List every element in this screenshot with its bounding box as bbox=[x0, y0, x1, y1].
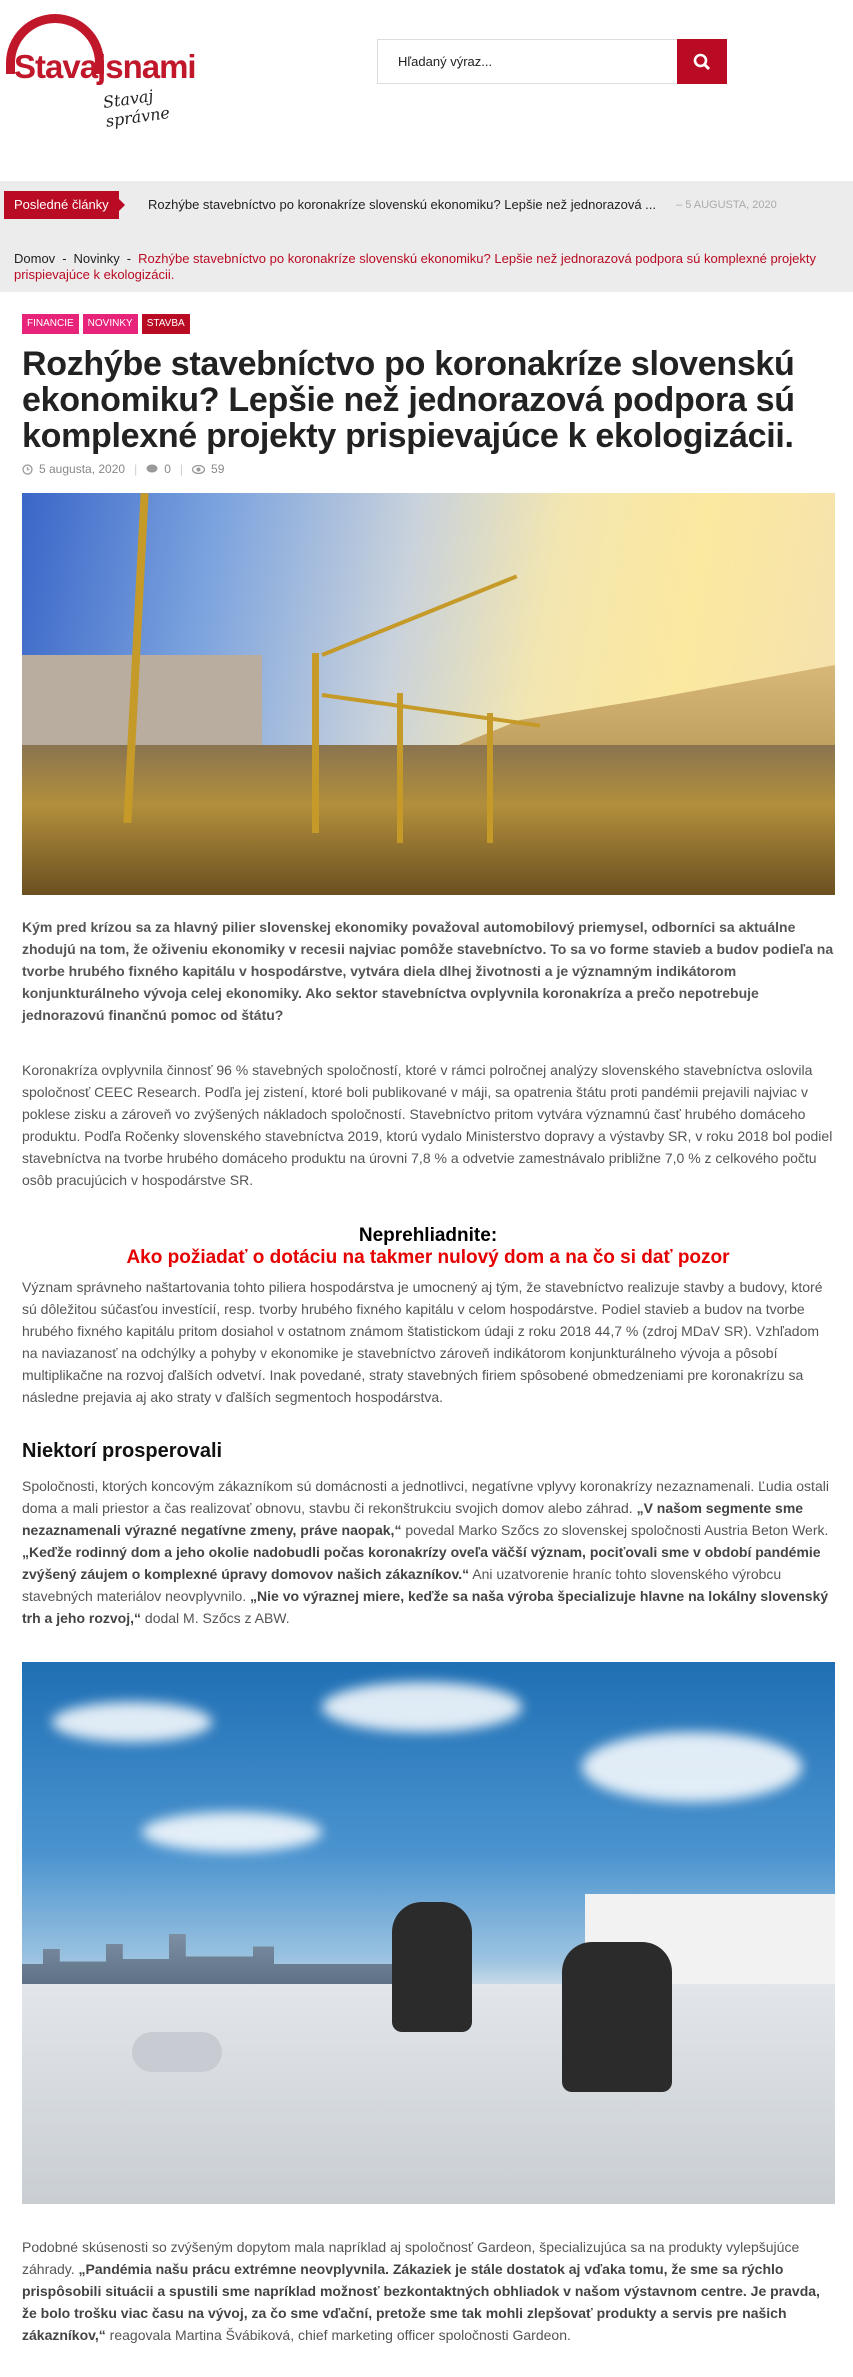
article-lead: Kým pred krízou sa za hlavný pilier slovenskej ekonomiky považoval automobilový priemysel, odborníci sa aktuálne zhodujú na tom, že oživeniu ekonomiky v recesii najviac pomôže stavebníctvo. To sa vo forme stavieb a budov podieľa na tvorbe hrubého fixného kapitálu v hospodárstve, vytvára diela dlhej životnosti a je významným indikátorom konjunkturálneho vývoja celej ekonomiky. Ako sektor stavebníctva ovplyvnila koronakríza a prečo nepotrebuje jednorazovú finančnú pomoc od štátu? bbox=[22, 919, 834, 1023]
image-ground bbox=[22, 745, 835, 895]
crane bbox=[312, 653, 319, 833]
article-date: 5 augusta, 2020 bbox=[39, 462, 126, 476]
worker bbox=[392, 1902, 472, 2032]
cloud bbox=[142, 1812, 322, 1852]
construction-site-image bbox=[22, 493, 835, 895]
paragraph-text: povedal Marko Szőcs zo slovenskej spoločnosti Austria Beton Werk. bbox=[401, 1522, 829, 1538]
search-form bbox=[377, 39, 727, 84]
breadcrumb: Domov - Novinky - Rozhýbe stavebníctvo po koronakríze slovenskú ekonomiku? Lepšie než jednorazová podpora sú komplexné projekty prispievajúce k ekologizácii. bbox=[14, 251, 816, 282]
paragraph-text: dodal M. Szőcs z ABW. bbox=[141, 1610, 290, 1626]
membrane-roll bbox=[132, 2032, 222, 2072]
article-paragraph: Význam správneho naštartovania tohto piliera hospodárstva je umocnený aj tým, že stavebníctvo realizuje stavby a budovy, ktoré sú dôležitou súčasťou investícií, resp. tvorby hrubého fixného kapitálu v celom hospodárstve. Podiel stavieb a budov na tvorbe hrubého fixného kapitálu pritom dosiahol v ostatnom známom štatistickom údaji z roku 2018 44,7 % (zdroj MDaV SR). Vzhľadom na naviazanosť na odchýlky a pohyby v ekonomike je stavebníctvo zároveň indikátorom konjunkturálneho vývoja a pôsobí multiplikačne na rozvoj ďalších odvetví. Inak povedané, straty stavebných firiem spôsobené obmedzeniami pre koronakrízu sa následne prejavia aj ako straty v ďalších segmentoch hospodárstva. bbox=[22, 1279, 823, 1405]
crane bbox=[487, 713, 493, 843]
promo-link[interactable]: Ako požiadať o dotáciu na takmer nulový dom a na čo si dať pozor bbox=[126, 1247, 730, 1268]
latest-articles-label: Posledné články bbox=[4, 191, 119, 219]
article-meta: 5 augusta, 2020 | 0 | 59 bbox=[22, 462, 224, 476]
crane-jib bbox=[322, 693, 540, 728]
article-title: Rozhýbe stavebníctvo po koronakríze slovenskú ekonomiku? Lepšie než jednorazová podpora sú komplexné projekty prispievajúce k ekologizácii. bbox=[22, 345, 795, 455]
cloud bbox=[322, 1682, 522, 1732]
logo[interactable] bbox=[4, 14, 204, 131]
cloud bbox=[52, 1702, 212, 1742]
logo-text: Stavajsnami bbox=[14, 48, 196, 85]
section-heading: Niektorí prosperovali bbox=[22, 1440, 223, 1462]
article-paragraph-quotes bbox=[22, 2236, 834, 2346]
search-button[interactable] bbox=[677, 39, 727, 84]
city-skyline bbox=[22, 1934, 442, 1984]
ticker-date: – 5 AUGUSTA, 2020 bbox=[676, 199, 777, 211]
article-paragraph-quotes bbox=[22, 1475, 834, 1629]
promo-block bbox=[22, 1225, 834, 1269]
tag-stavba[interactable]: STAVBA bbox=[142, 314, 190, 334]
quote-text: „Keďže rodinný dom a jeho okolie nadobudli počas koronakrízy oveľa väčší význam, pociťovali sme v období pandémie zvýšený záujem o komplexné úpravy domovov našich zákazníkov.“ bbox=[22, 1544, 821, 1582]
tag-novinky[interactable]: NOVINKY bbox=[83, 314, 138, 334]
ticker-date-text: 5 AUGUSTA, 2020 bbox=[685, 199, 777, 211]
logo-tagline: Stavaj správne bbox=[101, 86, 171, 131]
roof-workers-image bbox=[22, 1662, 835, 2204]
breadcrumb-news[interactable]: Novinky bbox=[73, 251, 120, 266]
clock-icon bbox=[22, 464, 33, 475]
quote-text: „V našom segmente sme nezaznamenali výrazné negatívne zmeny, práve naopak,“ bbox=[22, 1500, 804, 1538]
tag-financie[interactable]: FINANCIE bbox=[22, 314, 79, 334]
search-icon bbox=[693, 53, 711, 71]
site-header bbox=[0, 0, 853, 181]
comment-count[interactable]: 0 bbox=[164, 462, 171, 476]
article-tags bbox=[22, 314, 190, 334]
quote-text: „Pandémia našu prácu extrémne neovplyvnila. Zákaziek je stále dostatok aj vďaka tomu, že sme sa rýchlo prispôsobili situácii a spustili sme napríklad možnosť bezkontaktných obhliadok v našom výstavnom centre. Je pravda, že bolo trošku viac času na vývoj, za čo sme vďační, pretože sme tak mohli zlepšovať produkty a servis pre našich zákazníkov,“ bbox=[22, 2261, 820, 2343]
ticker-article-link[interactable]: Rozhýbe stavebníctvo po koronakríze slovenskú ekonomiku? Lepšie než jednorazová ... bbox=[148, 197, 657, 212]
search-input[interactable] bbox=[377, 39, 677, 84]
view-count: 59 bbox=[211, 462, 225, 476]
worker bbox=[562, 1942, 672, 2092]
cloud bbox=[582, 1732, 802, 1802]
eye-icon bbox=[192, 465, 205, 474]
paragraph-text: reagovala Martina Švábiková, chief marketing officer spoločnosti Gardeon. bbox=[105, 2327, 571, 2343]
paragraph-text: Spoločnosti, ktorých koncovým zákazníkom sú domácnosti a jednotlivci, negatívne vplyvy koronakrízy nezaznamenali. Ľudia ostali doma a mali priestor a čas realizovať obnovu, stavbu či rekonštrukciu svojich domov alebo záhrad. bbox=[22, 1478, 829, 1516]
paragraph-text: Ani uzatvorenie hraníc tohto slovenského výrobcu stavebných materiálov neovplyvnilo. bbox=[22, 1566, 782, 1604]
crane-jib bbox=[321, 574, 517, 656]
quote-text: „Nie vo výraznej miere, keďže sa naša výroba špecializuje hlavne na lokálny slovenský trh a jeho rozvoj,“ bbox=[22, 1588, 829, 1626]
breadcrumb-current: Rozhýbe stavebníctvo po koronakríze slovenskú ekonomiku? Lepšie než jednorazová podpora sú komplexné projekty prispievajúce k ekologizácii. bbox=[14, 251, 816, 282]
crane bbox=[397, 693, 403, 843]
promo-label: Neprehliadnite: bbox=[358, 1225, 498, 1246]
paragraph-text: Podobné skúsenosti so zvýšeným dopytom mala napríklad aj spoločnosť Gardeon, špecializujúca sa na produkty vylepšujúce záhrady. bbox=[22, 2239, 800, 2277]
comment-icon bbox=[146, 464, 158, 474]
article-paragraph: Koronakríza ovplyvnila činnosť 96 % stavebných spoločností, ktoré v rámci polročnej analýzy slovenského stavebníctva oslovila spoločnosť CEEC Research. Podľa jej zistení, ktoré boli publikované v máji, sa opatrenia štátu proti pandémii prejavili najviac v poklese zisku a zároveň vo zvýšených nákladoch spoločností. Stavebníctvo pritom vytvára významnú časť hrubého domáceho produktu. Podľa Ročenky slovenského stavebníctva 2019, ktorú vydalo Ministerstvo dopravy a výstavby SR, v roku 2018 bol podiel stavebníctva na tvorbe hrubého domáceho produktu na úrovni 7,8 % a odvetvie zamestnávalo približne 7,0 % z celkového počtu osôb pracujúcich v hospodárstve SR. bbox=[22, 1062, 833, 1188]
breadcrumb-home[interactable]: Domov bbox=[14, 251, 56, 266]
